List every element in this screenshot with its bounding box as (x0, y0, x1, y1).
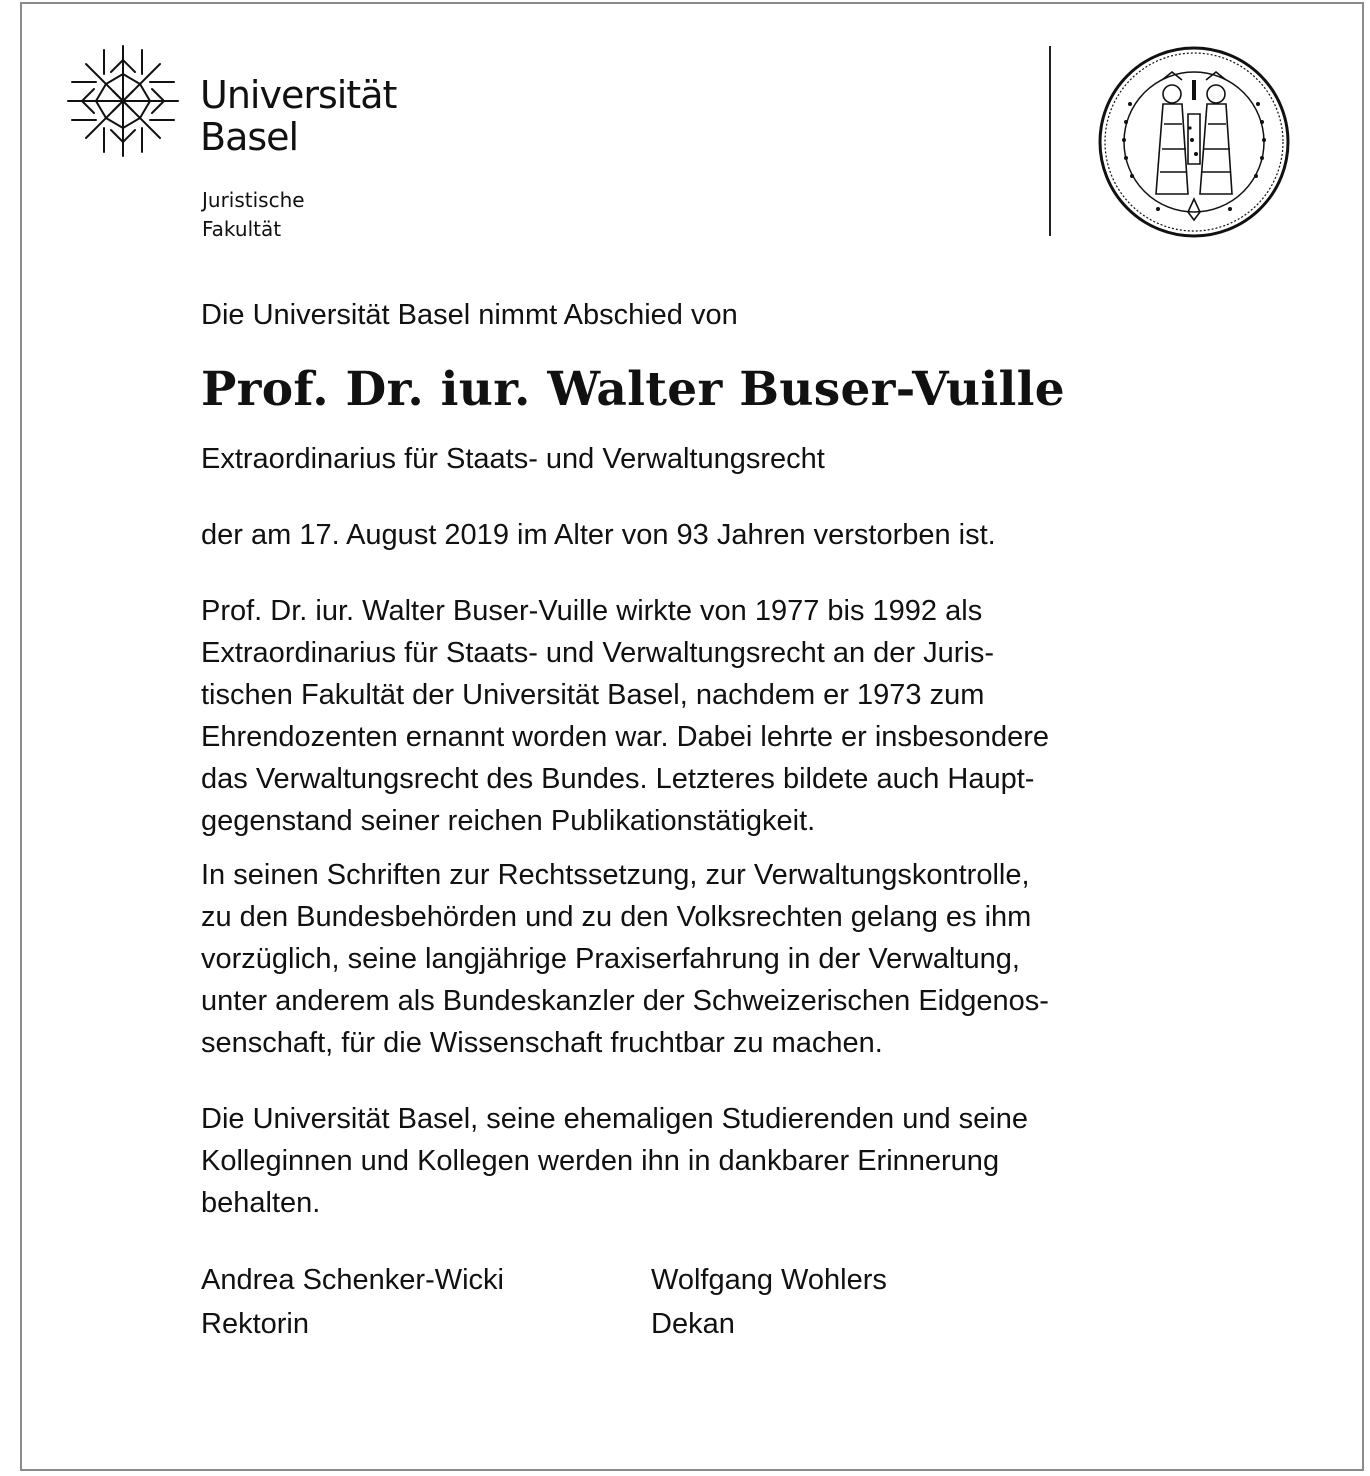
text-line: tischen Fakultät der Universität Basel, nachdem er 1973 zum (201, 679, 985, 711)
university-name-line2: Basel (200, 115, 299, 159)
faculty-name (202, 186, 305, 244)
signatory-name: Wolfgang Wohlers (651, 1264, 887, 1296)
university-wordmark (200, 74, 396, 158)
intro-line: Die Universität Basel nimmt Abschied von (201, 299, 738, 331)
writings-paragraph (201, 854, 1241, 1064)
text-line: Extraordinarius für Staats- und Verwaltungsrecht an der Juris- (201, 637, 995, 669)
text-line: Ehrendozenten ernannt worden war. Dabei lehrte er insbesondere (201, 721, 1049, 753)
closing-paragraph (201, 1098, 1241, 1224)
signatures (201, 1258, 1241, 1346)
university-seal-icon (1096, 44, 1292, 240)
text-line: Die Universität Basel, seine ehemaligen Studierenden und seine (201, 1103, 1029, 1135)
signature-dean (651, 1258, 1101, 1346)
faculty-line1: Juristische (202, 188, 305, 212)
deceased-name: Prof. Dr. iur. Walter Buser-Vuille (201, 362, 1066, 417)
faculty-line2: Fakultät (202, 217, 282, 241)
signatory-title: Dekan (651, 1308, 735, 1340)
text-line: das Verwaltungsrecht des Bundes. Letzteres bildete auch Haupt- (201, 763, 1035, 795)
text-line: In seinen Schriften zur Rechtssetzung, zur Verwaltungskontrolle, (201, 859, 1030, 891)
university-logo-icon (66, 44, 180, 158)
text-line: Prof. Dr. iur. Walter Buser-Vuille wirkte von 1977 bis 1992 als (201, 595, 983, 627)
university-name-line1: Universität (200, 73, 397, 117)
death-line: der am 17. August 2019 im Alter von 93 Jahren verstorben ist. (201, 519, 996, 551)
text-line: Kolleginnen und Kollegen werden ihn in dankbarer Erinnerung (201, 1145, 1000, 1177)
obituary-content (201, 294, 1241, 1346)
position-line: Extraordinarius für Staats- und Verwaltungsrecht (201, 443, 825, 475)
text-line: zu den Bundesbehörden und zu den Volksrechten gelang es ihm (201, 901, 1032, 933)
text-line: vorzüglich, seine langjährige Praxiserfahrung in der Verwaltung, (201, 943, 1020, 975)
text-line: behalten. (201, 1187, 321, 1219)
signatory-title: Rektorin (201, 1308, 309, 1340)
text-line: senschaft, für die Wissenschaft fruchtbar zu machen. (201, 1027, 883, 1059)
text-line: gegenstand seiner reichen Publikationstätigkeit. (201, 805, 816, 837)
signature-rector (201, 1258, 651, 1346)
header-divider (1049, 46, 1051, 236)
text-line: unter anderem als Bundeskanzler der Schweizerischen Eidgenos- (201, 985, 1049, 1017)
signatory-name: Andrea Schenker-Wicki (201, 1264, 504, 1296)
biography-paragraph (201, 590, 1241, 842)
